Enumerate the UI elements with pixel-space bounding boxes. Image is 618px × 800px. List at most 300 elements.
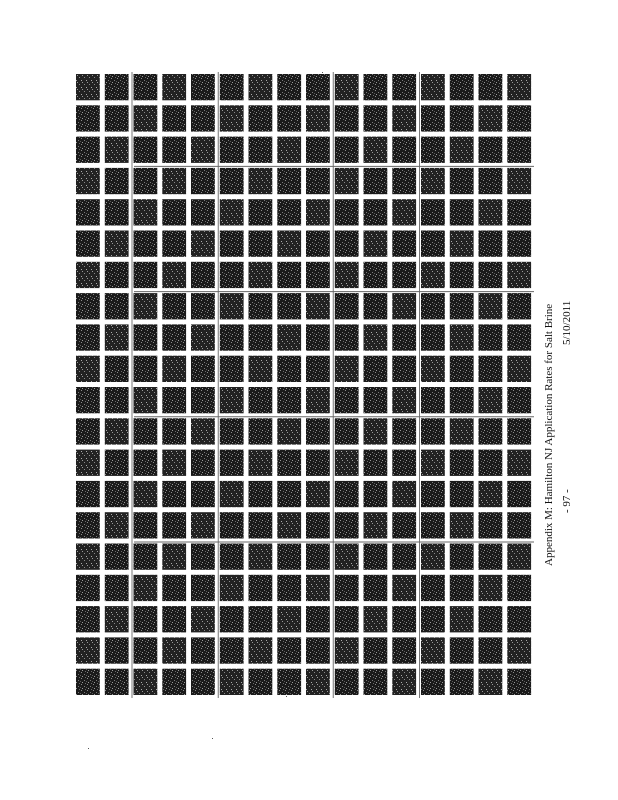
table-cell: [421, 637, 445, 663]
table-cell: [479, 262, 503, 288]
table-cell: [507, 168, 531, 194]
table-cell: [249, 606, 273, 632]
table-cell: [335, 168, 359, 194]
table-cell: [134, 324, 158, 350]
table-cell: [392, 231, 416, 257]
table-cell: [220, 356, 244, 382]
table-cell: [76, 450, 100, 476]
table-cell: [392, 262, 416, 288]
table-cell: [392, 637, 416, 663]
table-cell: [76, 669, 100, 695]
table-cell: [162, 74, 186, 100]
scan-speck: [88, 748, 89, 749]
table-cell: [220, 418, 244, 444]
table-cell: [134, 606, 158, 632]
table-cell: [105, 324, 129, 350]
table-cell: [191, 168, 215, 194]
table-cell: [134, 199, 158, 225]
table-cell: [191, 606, 215, 632]
table-cell: [335, 450, 359, 476]
table-cell: [76, 575, 100, 601]
table-cell: [421, 669, 445, 695]
table-cell: [220, 481, 244, 507]
table-cell: [306, 199, 330, 225]
table-cell: [76, 606, 100, 632]
table-cell: [134, 168, 158, 194]
table-cell: [450, 293, 474, 319]
table-cell: [76, 356, 100, 382]
table-cell: [392, 606, 416, 632]
table-cell: [507, 356, 531, 382]
table-cell: [392, 74, 416, 100]
table-cell: [277, 418, 301, 444]
table-cell: [277, 544, 301, 570]
table-cell: [134, 231, 158, 257]
table-cell: [364, 262, 388, 288]
table-cell: [76, 512, 100, 538]
table-cell: [220, 262, 244, 288]
table-cell: [134, 669, 158, 695]
table-cell: [479, 105, 503, 131]
table-cell: [421, 293, 445, 319]
table-cell: [364, 356, 388, 382]
table-cell: [364, 137, 388, 163]
table-cell: [335, 387, 359, 413]
table-cell: [191, 231, 215, 257]
table-cell: [507, 512, 531, 538]
table-cell: [134, 387, 158, 413]
table-cell: [306, 105, 330, 131]
table-cell: [306, 606, 330, 632]
document-date: 5/10/2011: [561, 300, 573, 345]
table-cell: [479, 293, 503, 319]
table-cell: [507, 324, 531, 350]
table-cell: [306, 418, 330, 444]
table-cell: [450, 387, 474, 413]
table-cell: [364, 199, 388, 225]
table-cell: [134, 293, 158, 319]
table-cell: [392, 356, 416, 382]
table-cell: [105, 262, 129, 288]
table-cell: [162, 512, 186, 538]
table-cell: [306, 262, 330, 288]
table-cell: [220, 293, 244, 319]
table-cell: [479, 168, 503, 194]
table-cell: [134, 105, 158, 131]
table-cell: [479, 137, 503, 163]
table-cell: [392, 418, 416, 444]
table-cell: [479, 637, 503, 663]
table-cell: [392, 481, 416, 507]
table-cell: [335, 262, 359, 288]
table-cell: [421, 418, 445, 444]
table-cell: [507, 105, 531, 131]
table-cell: [105, 544, 129, 570]
table-cell: [191, 105, 215, 131]
table-cell: [249, 199, 273, 225]
table-cell: [421, 324, 445, 350]
table-cell: [277, 137, 301, 163]
table-cell: [249, 387, 273, 413]
table-cell: [364, 293, 388, 319]
table-cell: [134, 450, 158, 476]
table-cell: [220, 450, 244, 476]
table-cell: [507, 137, 531, 163]
table-cell: [450, 231, 474, 257]
table-cell: [220, 231, 244, 257]
table-cell: [162, 168, 186, 194]
table-cell: [479, 387, 503, 413]
table-cell: [335, 356, 359, 382]
table-cell: [277, 199, 301, 225]
table-cell: [306, 231, 330, 257]
table-cell: [421, 231, 445, 257]
table-cell: [364, 544, 388, 570]
table-cell: [479, 481, 503, 507]
table-cell: [191, 575, 215, 601]
table-cell: [162, 137, 186, 163]
table-cell: [105, 575, 129, 601]
table-cell: [306, 512, 330, 538]
table-cell: [191, 74, 215, 100]
table-cell: [249, 168, 273, 194]
table-cell: [76, 231, 100, 257]
table-cell: [191, 199, 215, 225]
table-cell: [191, 418, 215, 444]
table-cell: [450, 606, 474, 632]
table-cell: [277, 324, 301, 350]
table-cell: [105, 418, 129, 444]
table-cell: [105, 450, 129, 476]
table-cell: [450, 324, 474, 350]
table-cell: [162, 293, 186, 319]
table-cell: [450, 450, 474, 476]
table-cell: [191, 356, 215, 382]
table-cell: [249, 74, 273, 100]
table-cell: [364, 231, 388, 257]
table-cell: [306, 74, 330, 100]
table-cell: [249, 293, 273, 319]
table-cell: [335, 606, 359, 632]
table-cell: [277, 293, 301, 319]
table-cell: [450, 262, 474, 288]
table-cell: [450, 512, 474, 538]
table-cell: [220, 544, 244, 570]
table-cell: [277, 74, 301, 100]
table-cell: [306, 637, 330, 663]
table-cell: [306, 544, 330, 570]
table-cell: [450, 669, 474, 695]
table-cell: [191, 262, 215, 288]
table-cell: [421, 356, 445, 382]
table-cell: [306, 575, 330, 601]
table-cell: [105, 168, 129, 194]
table-cell: [277, 606, 301, 632]
table-cell: [105, 105, 129, 131]
table-cell: [306, 481, 330, 507]
table-cell: [306, 137, 330, 163]
table-cell: [392, 324, 416, 350]
table-cell: [507, 544, 531, 570]
table-cell: [249, 356, 273, 382]
table-cell: [335, 74, 359, 100]
table-cell: [134, 356, 158, 382]
table-cell: [479, 324, 503, 350]
scanned-table-grid: [74, 72, 534, 698]
table-cell: [421, 105, 445, 131]
table-cell: [220, 512, 244, 538]
table-cell: [479, 544, 503, 570]
table-cell: [335, 481, 359, 507]
table-cell: [162, 231, 186, 257]
table-cell: [507, 231, 531, 257]
table-cell: [364, 418, 388, 444]
table-cell: [335, 137, 359, 163]
table-cell: [249, 575, 273, 601]
table-cell: [479, 575, 503, 601]
table-cell: [335, 418, 359, 444]
table-cell: [220, 324, 244, 350]
table-cell: [162, 105, 186, 131]
table-cell: [364, 74, 388, 100]
table-cell: [76, 637, 100, 663]
table-cell: [162, 324, 186, 350]
scan-speck: [212, 738, 213, 739]
table-cell: [479, 512, 503, 538]
table-cell: [105, 512, 129, 538]
table-cell: [364, 512, 388, 538]
table-cell: [277, 105, 301, 131]
table-cell: [507, 199, 531, 225]
scan-speck: [286, 696, 287, 697]
table-cell: [277, 450, 301, 476]
table-cell: [277, 481, 301, 507]
table-cell: [421, 137, 445, 163]
table-cell: [134, 637, 158, 663]
table-cell: [335, 669, 359, 695]
table-cell: [507, 450, 531, 476]
table-cell: [220, 606, 244, 632]
table-cell: [249, 544, 273, 570]
table-cell: [421, 450, 445, 476]
table-cell: [191, 481, 215, 507]
table-cell: [162, 606, 186, 632]
table-cell: [249, 669, 273, 695]
table-cell: [191, 137, 215, 163]
table-cell: [364, 575, 388, 601]
table-cell: [364, 324, 388, 350]
table-cell: [364, 481, 388, 507]
table-cell: [450, 356, 474, 382]
table-cell: [76, 74, 100, 100]
table-cell: [421, 544, 445, 570]
table-cell: [507, 262, 531, 288]
table-cell: [220, 669, 244, 695]
table-cell: [191, 637, 215, 663]
table-cell: [306, 387, 330, 413]
table-cell: [220, 199, 244, 225]
page-number: - 97 -: [561, 489, 573, 513]
table-cell: [249, 262, 273, 288]
table-cell: [105, 606, 129, 632]
table-cell: [277, 262, 301, 288]
table-cell: [134, 512, 158, 538]
table-cell: [162, 637, 186, 663]
table-cell: [249, 324, 273, 350]
table-cell: [392, 575, 416, 601]
table-cell: [105, 387, 129, 413]
table-cell: [220, 74, 244, 100]
table-cell: [105, 637, 129, 663]
table-cell: [479, 669, 503, 695]
table-cell: [364, 105, 388, 131]
table-cell: [105, 137, 129, 163]
table-cell: [421, 387, 445, 413]
table-cell: [249, 481, 273, 507]
table-cell: [162, 387, 186, 413]
table-cell: [134, 575, 158, 601]
table-cell: [421, 512, 445, 538]
table-cell: [76, 105, 100, 131]
table-cell: [507, 637, 531, 663]
table-cell: [335, 637, 359, 663]
table-cell: [76, 168, 100, 194]
table-cell: [277, 387, 301, 413]
table-cell: [76, 137, 100, 163]
table-cell: [105, 231, 129, 257]
table-cell: [335, 512, 359, 538]
table-cell: [249, 450, 273, 476]
table-cell: [507, 481, 531, 507]
table-cell: [450, 105, 474, 131]
scanned-table: [74, 72, 534, 698]
table-cell: [76, 199, 100, 225]
table-cell: [76, 418, 100, 444]
table-cell: [479, 74, 503, 100]
table-cell: [277, 669, 301, 695]
scan-speck: [322, 72, 323, 73]
table-cell: [450, 137, 474, 163]
table-cell: [335, 105, 359, 131]
table-cell: [306, 168, 330, 194]
table-cell: [507, 575, 531, 601]
table-cell: [335, 293, 359, 319]
table-cell: [191, 512, 215, 538]
table-cell: [277, 575, 301, 601]
table-cell: [220, 105, 244, 131]
table-cell: [162, 356, 186, 382]
table-cell: [364, 450, 388, 476]
table-cell: [364, 168, 388, 194]
table-cell: [162, 262, 186, 288]
table-cell: [249, 512, 273, 538]
table-cell: [450, 199, 474, 225]
table-cell: [507, 606, 531, 632]
table-cell: [364, 669, 388, 695]
table-cell: [335, 231, 359, 257]
table-cell: [450, 575, 474, 601]
table-cell: [277, 231, 301, 257]
table-cell: [335, 199, 359, 225]
table-cell: [191, 544, 215, 570]
table-cell: [392, 669, 416, 695]
table-cell: [335, 575, 359, 601]
table-cell: [392, 199, 416, 225]
table-cell: [392, 168, 416, 194]
table-cell: [450, 74, 474, 100]
table-cell: [191, 293, 215, 319]
table-cell: [249, 231, 273, 257]
table-cell: [507, 293, 531, 319]
table-cell: [392, 512, 416, 538]
table-cell: [421, 262, 445, 288]
table-cell: [335, 324, 359, 350]
table-cell: [249, 137, 273, 163]
table-cell: [191, 387, 215, 413]
table-cell: [105, 669, 129, 695]
table-cell: [191, 669, 215, 695]
table-cell: [134, 544, 158, 570]
table-cell: [479, 418, 503, 444]
table-cell: [220, 168, 244, 194]
table-cell: [421, 168, 445, 194]
table-cell: [277, 356, 301, 382]
table-cell: [450, 544, 474, 570]
table-cell: [479, 450, 503, 476]
table-cell: [191, 324, 215, 350]
table-cell: [364, 606, 388, 632]
table-cell: [392, 450, 416, 476]
table-cell: [76, 387, 100, 413]
table-cell: [421, 606, 445, 632]
table-cell: [162, 450, 186, 476]
table-cell: [479, 231, 503, 257]
table-cell: [76, 544, 100, 570]
table-cell: [162, 544, 186, 570]
table-cell: [392, 387, 416, 413]
table-cell: [421, 481, 445, 507]
table-cell: [162, 418, 186, 444]
table-cell: [105, 293, 129, 319]
table-cell: [162, 575, 186, 601]
table-cell: [507, 387, 531, 413]
table-cell: [162, 669, 186, 695]
table-cell: [249, 637, 273, 663]
table-cell: [191, 450, 215, 476]
table-cell: [220, 137, 244, 163]
table-cell: [76, 481, 100, 507]
table-cell: [162, 481, 186, 507]
table-cell: [421, 74, 445, 100]
table-cell: [421, 199, 445, 225]
table-cell: [134, 481, 158, 507]
table-cell: [220, 387, 244, 413]
table-cell: [479, 356, 503, 382]
table-cell: [162, 199, 186, 225]
table-cell: [249, 105, 273, 131]
table-cell: [450, 418, 474, 444]
table-cell: [76, 262, 100, 288]
table-cell: [105, 74, 129, 100]
table-cell: [392, 293, 416, 319]
table-cell: [277, 168, 301, 194]
table-cell: [306, 293, 330, 319]
table-cell: [306, 356, 330, 382]
table-cell: [364, 637, 388, 663]
table-cell: [392, 137, 416, 163]
table-cell: [335, 544, 359, 570]
table-cell: [392, 105, 416, 131]
